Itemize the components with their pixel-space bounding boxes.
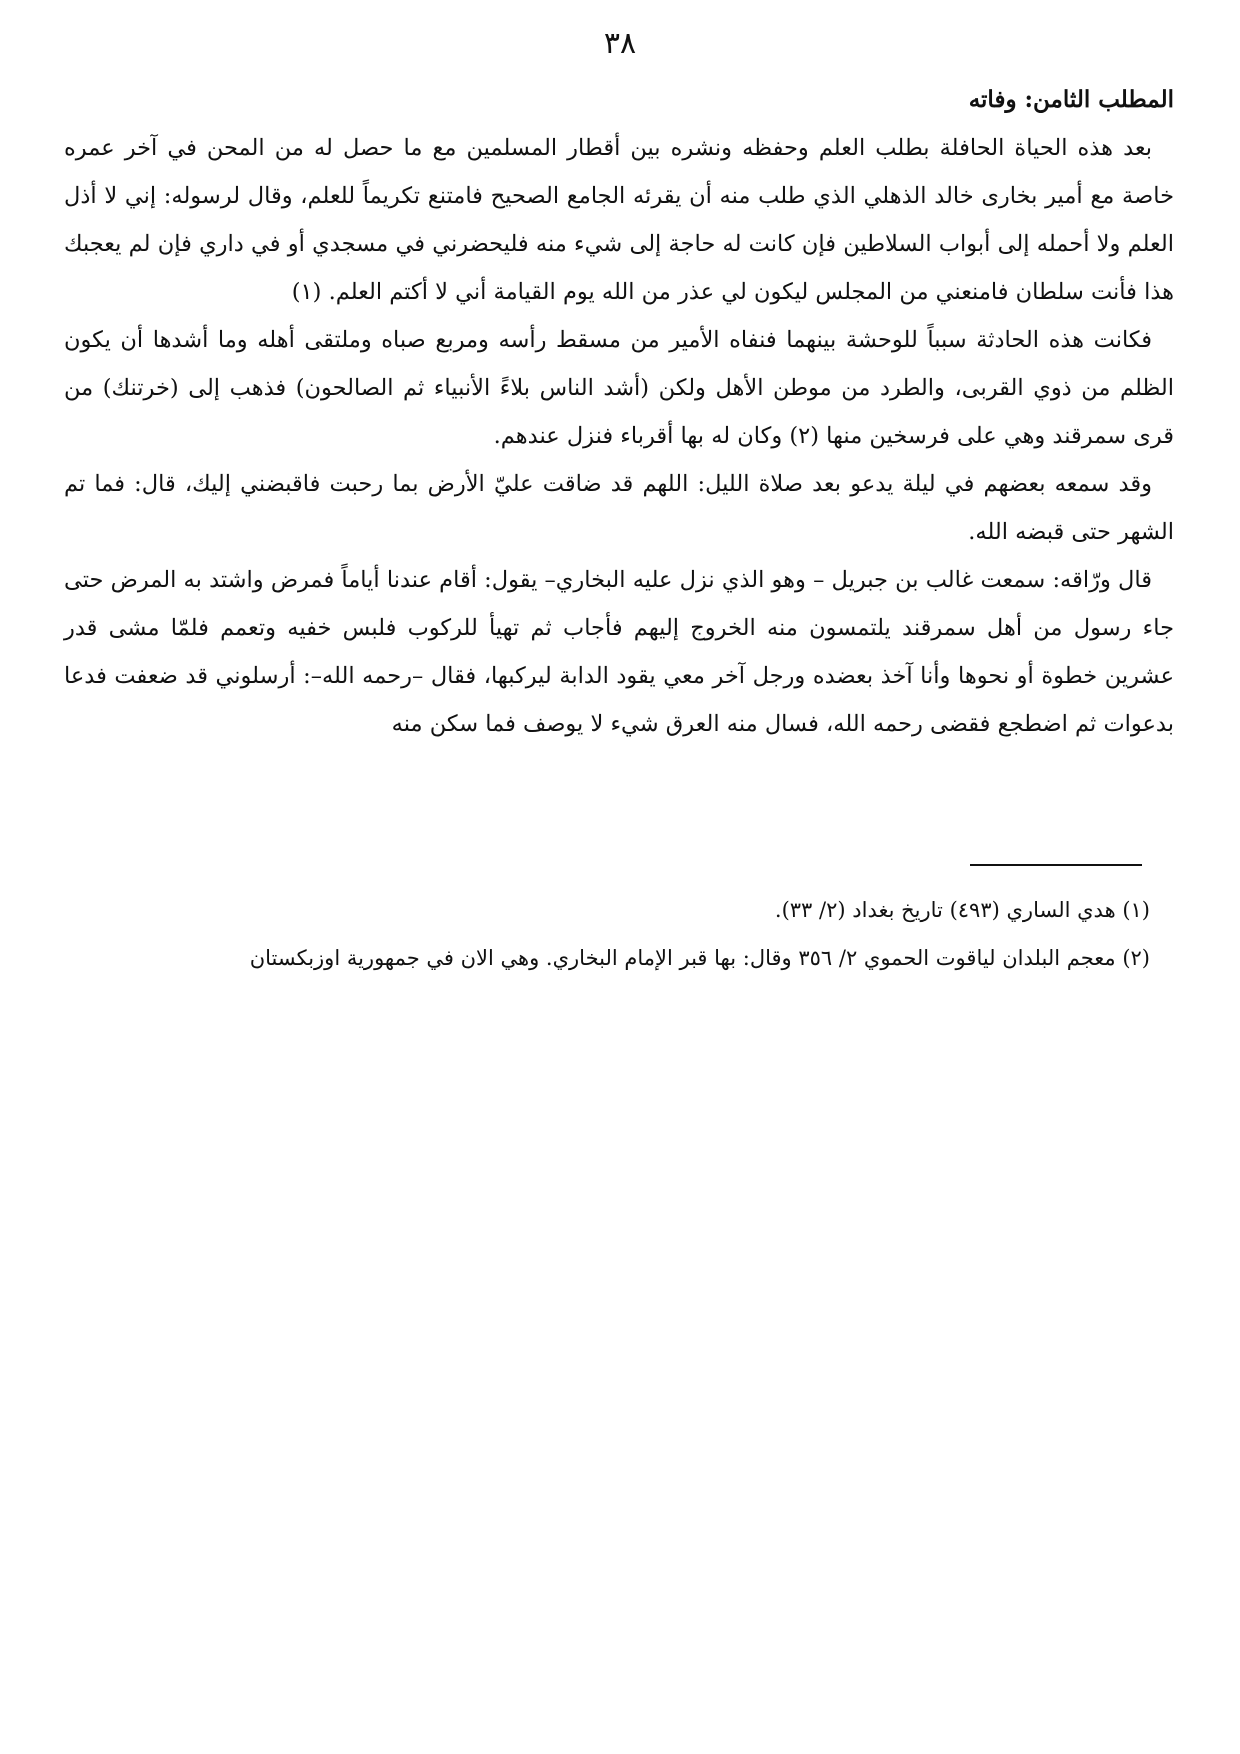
page-number: ٣٨ (603, 26, 637, 61)
paragraph-1: بعد هذه الحياة الحافلة بطلب العلم وحفظه ونشره بين أقطار المسلمين مع ما حصل له من المحن في آخر عمره خاصة مع أمير بخارى خالد الذهلي الذي طلب منه أن يقرئه الجامع الصحيح فامتنع تكريماً للعلم، وقال لرسوله: إني لا أذل العلم ولا أحمله إلى أبواب السلاطين فإن كانت له حاجة إلى شيء منه فليحضرني في مسجدي أو في داري فإن لم يعجبك هذا فأنت سلطان فامنعني من المجلس ليكون لي عذر من الله يوم القيامة أني لا أكتم العلم. (١) (64, 135, 1174, 305)
footnote-1: (١) هدي الساري (٤٩٣) تاريخ بغداد (٢/ ٣٣). (774, 898, 1150, 922)
footnote-separator (970, 864, 1142, 866)
footnote-2: (٢) معجم البلدان لياقوت الحموي ٢/ ٣٥٦ وقال: بها قبر الإمام البخاري. وهي الان في جمهورية اوزبكستان (249, 946, 1150, 970)
paragraph-4: قال ورّاقه: سمعت غالب بن جبريل – وهو الذي نزل عليه البخاري– يقول: أقام عندنا أياماً فمرض واشتد به المرض حتى جاء رسول من أهل سمرقند يلتمسون منه الخروج إليهم فأجاب ثم تهيأ للركوب فلبس خفيه وتعمم فلمّا مشى قدر عشرين خطوة أو نحوها وأنا آخذ بعضده ورجل آخر معي يقود الدابة ليركبها، فقال –رحمه الله–: أرسلوني قد ضعفت فدعا بدعوات ثم اضطجع فقضى رحمه الله، فسال منه العرق شيء لا يوصف فما سكن منه (64, 567, 1174, 737)
footnotes (90, 886, 1150, 982)
paragraph-2: فكانت هذه الحادثة سبباً للوحشة بينهما فنفاه الأمير من مسقط رأسه ومربع صباه وملتقى أهله وما أشدها أن يكون الظلم من ذوي القربى، والطرد من موطن الأهل ولكن (أشد الناس بلاءً الأنبياء ثم الصالحون) فذهب إلى (خرتنك) من قرى سمرقند وهي على فرسخين منها (٢) وكان له بها أقرباء فنزل عندهم. (64, 327, 1174, 449)
main-text (64, 76, 1174, 748)
section-title: المطلب الثامن: وفاته (968, 86, 1174, 113)
paragraph-3: وقد سمعه بعضهم في ليلة يدعو بعد صلاة الليل: اللهم قد ضاقت عليّ الأرض بما رحبت فاقبضني إليك، قال: فما تم الشهر حتى قبضه الله. (64, 471, 1174, 545)
